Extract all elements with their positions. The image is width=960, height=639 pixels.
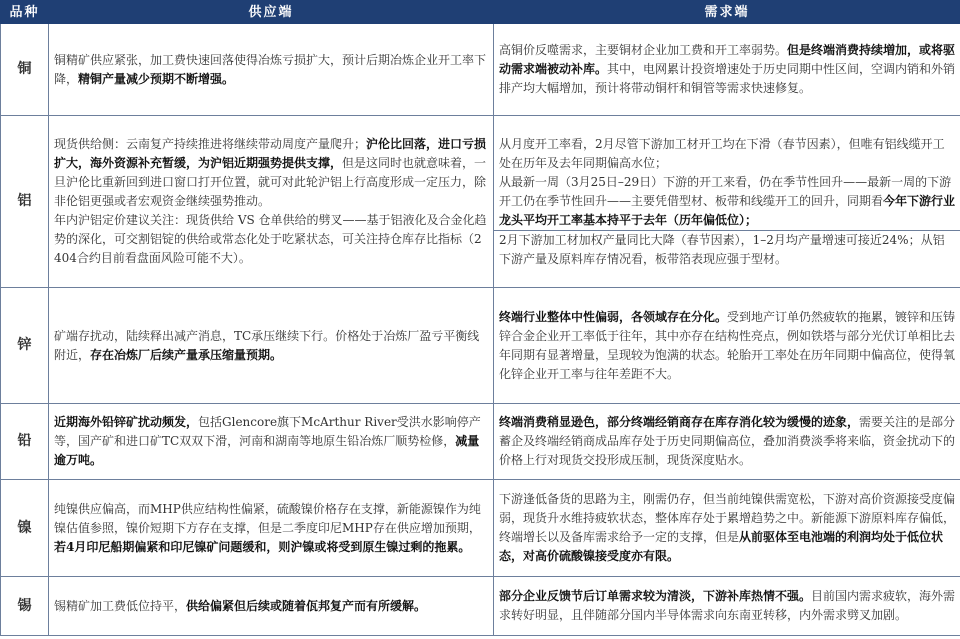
metal-name-tin: 锡 xyxy=(1,577,49,636)
body-text: 现货供给侧：云南复产持续推进将继续带动周度产量爬升； xyxy=(54,137,367,151)
supply-cell-lead xyxy=(49,404,494,480)
table-row-lead xyxy=(1,404,960,480)
body-text: 其中，电网累计投资增速处于历史同期中性区间，空调内销和外销排产均大幅增加，预计将带动铜杆和铜管等需求快速修复。 xyxy=(499,62,956,95)
emphasis-text: 从前驱体至电池端的利润均处于低位状态，对高价硫酸镍接受度亦有限。 xyxy=(499,530,944,563)
demand-aluminum-part-2 xyxy=(499,231,956,269)
supply-cell-zinc xyxy=(49,288,494,404)
metal-name-zinc: 锌 xyxy=(1,288,49,404)
demand-cell-nickel xyxy=(494,480,960,577)
header-supply: 供应端 xyxy=(49,1,494,24)
demand-aluminum-part-1 xyxy=(494,135,960,231)
body-text: 从月度开工率看，2月尽管下游加工材开工均在下滑（春节因素），但唯有铝线缆开工处在历年及去年同期偏高水位； 从最新一周（3月25日–29日）下游的开工来看，仍在季节性回升——最新一周的下游开工仍在季节性回升——主要凭借型材、板带和线缆开工的回升，同期看 xyxy=(499,136,952,208)
supply-cell-nickel xyxy=(49,480,494,577)
emphasis-text: 今年下游行业龙头平均开工率基本持平于去年（历年偏低位）； xyxy=(499,193,956,227)
emphasis-text: 沪伦比回落，进口亏损扩大，海外资源补充暂缓，为沪铝近期强势提供支撑， xyxy=(54,137,487,170)
body-text: 下游逢低备货的思路为主，刚需仍存，但当前纯镍供需宽松，下游对高价资源接受度偏弱，现货升水维持疲软状态，整体库存处于累增趋势之中。新能源下游原料库存偏低，终端增长以及备库需求给予一定的支撑，但是 xyxy=(499,492,956,544)
body-text: 矿端存扰动，陆续释出减产消息，TC承压继续下行。价格处于冶炼厂盈亏平衡线附近， xyxy=(54,328,480,362)
emphasis-text: 供给偏紧但后续或随着佤邦复产而有所缓解。 xyxy=(186,598,427,613)
header-demand: 需求端 xyxy=(494,1,960,24)
emphasis-text: 若4月印尼船期偏紧和印尼镍矿问题缓和，则沪镍或将受到原生镍过剩的拖累。 xyxy=(54,539,471,554)
emphasis-text: 但是终端消费持续増加，或将驱动需求端被动补库。 xyxy=(499,43,956,76)
demand-cell-tin xyxy=(494,577,960,636)
body-text: 铜精矿供应紧张，加工费快速回落使得冶炼亏损扩大，预计后期冶炼企业开工率下降， xyxy=(54,52,487,86)
body-text: 纯镍供应偏高，而MHP供应结构性偏紧，硫酸镍价格存在支撑，新能源镍作为纯镍估值参照，镍价短期下方存在支撑，但是二季度印尼MHP存在供应增加预期， xyxy=(54,501,481,535)
body-text: 但是这同时也就意味着，一旦沪伦比重新回到进口窗口打开位置，就可对此轮沪铝上行高度形成一定压力，除非伦铝更强或者宏观资金继续强势推动。 年内沪铝定价建议关注：现货供给 VS 仓单供给的劈叉——基于铝液化及合金化趋势的深化，可交割铝锭的供给或常态化处于吃紧状态，可关注持仓库存比指标（2404合约目前看盘面风险可能不大）。 xyxy=(54,156,487,265)
body-text: 目前国内需求疲软，海外需求转好明显，且伴随部分国内半导体需求向东南亚转移，内外需求劈叉加剧。 xyxy=(499,589,956,622)
table-row-zinc xyxy=(1,288,960,404)
emphasis-text: 近期海外铅锌矿扰动频发， xyxy=(54,415,199,429)
header-metal: 品种 xyxy=(1,1,49,24)
emphasis-text: 存在冶炼厂后续产量承压缩量预期。 xyxy=(90,347,283,362)
table-row-copper xyxy=(1,24,960,116)
table-row-tin xyxy=(1,577,960,636)
table-row-nickel xyxy=(1,480,960,577)
emphasis-text: 减量逾万吨。 xyxy=(54,434,480,467)
emphasis-text: 部分企业反馈节后订单需求较为清淡，下游补库热情不强。 xyxy=(499,589,812,603)
body-text: 包括Glencore旗下McArthur River受洪水影响停产等，国产矿和进口矿TC双双下滑，河南和湖南等地原生铅冶炼厂顺势检修， xyxy=(54,415,481,448)
metal-name-aluminum: 铝 xyxy=(1,116,49,288)
table-header-row xyxy=(1,1,960,24)
metal-name-nickel: 镍 xyxy=(1,480,49,577)
body-text: 受到地产订单仍然疲软的拖累，镀锌和压铸锌合金企业开工率低于往年，其中亦存在结构性亮点，例如铁塔与部分光伏订单相比去年同期有显著增量，呈现较为饱满的状态。轮胎开工率处在历年同期中偏高位，使得氧化锌企业开工率与往年差距不大。 xyxy=(499,309,956,381)
emphasis-text: 精铜产量减少预期不断增强。 xyxy=(78,71,235,86)
body-text: 需要关注的是部分蓄企及终端经销商成品库存处于历史同期偏高位，叠加消费淡季将来临，资金扰动下的价格上行对现货交投形成压制，现货深度贴水。 xyxy=(499,415,956,467)
metal-name-lead: 铅 xyxy=(1,404,49,480)
demand-cell-zinc xyxy=(494,288,960,404)
supply-cell-aluminum xyxy=(49,116,494,288)
emphasis-text: 终端消费稍显逊色，部分终端经销商存在库存消化较为缓慢的迹象， xyxy=(499,415,860,429)
supply-cell-copper xyxy=(49,24,494,116)
emphasis-text: 终端行业整体中性偏弱，各领域存在分化。 xyxy=(499,309,728,324)
table-row-aluminum xyxy=(1,116,960,288)
demand-cell-aluminum xyxy=(494,116,960,288)
body-text: 锡精矿加工费低位持平， xyxy=(54,598,187,613)
demand-cell-copper xyxy=(494,24,960,116)
demand-cell-lead xyxy=(494,404,960,480)
metal-name-copper: 铜 xyxy=(1,24,49,116)
body-text: 2月下游加工材加权产量同比大降（春节因素），1–2月均产量增速可接近24%；从铝下游产量及原料库存情况看，板带箔表现应强于型材。 xyxy=(499,232,945,266)
supply-cell-tin xyxy=(49,577,494,636)
body-text: 高铜价反噬需求，主要铜材企业加工费和开工率弱势。 xyxy=(499,43,788,57)
